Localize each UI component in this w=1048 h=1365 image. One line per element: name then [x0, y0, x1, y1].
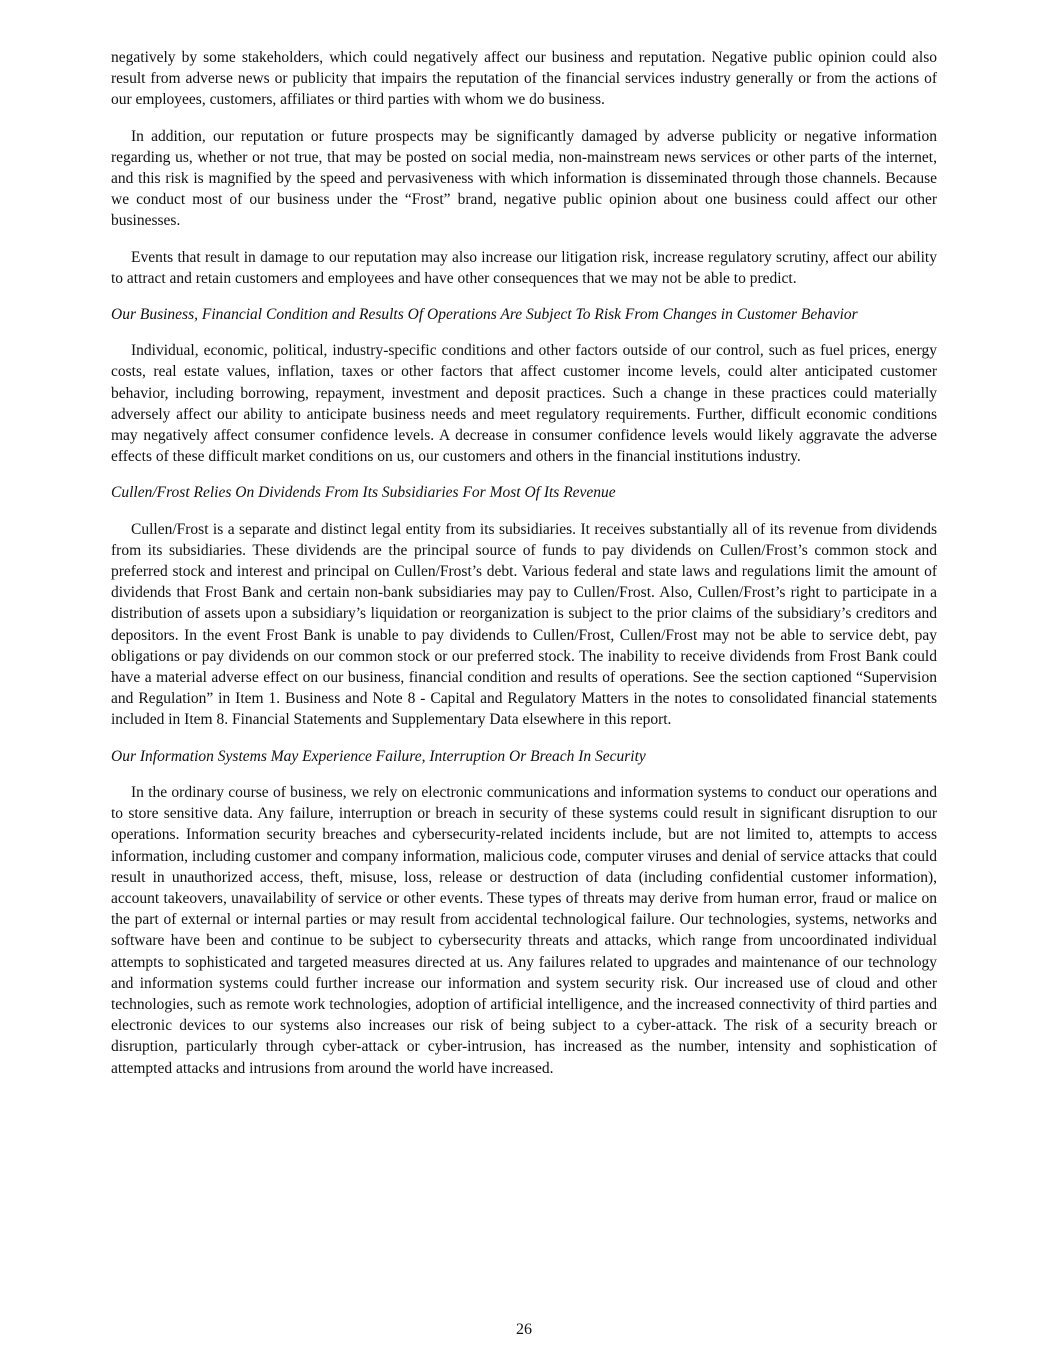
section-heading-customer-behavior: Our Business, Financial Condition and Results Of Operations Are Subject To Risk From Changes in Customer Behavior [111, 306, 858, 324]
section-heading-information-systems: Our Information Systems May Experience Failure, Interruption Or Breach In Security [111, 747, 646, 765]
body-paragraph-3: Events that result in damage to our reputation may also increase our litigation risk, increase regulatory scrutiny, affect our ability to attract and retain customers and employees and have other consequences that we may not be able to predict. [111, 248, 937, 287]
document-page [111, 47, 937, 1094]
body-paragraph-1: negatively by some stakeholders, which could negatively affect our business and reputation. Negative public opinion could also result from adverse news or publicity that impairs the reputation of the financial services industry generally or from the actions of our employees, customers, affiliates or third parties with whom we do business. [111, 49, 937, 109]
body-paragraph-4: Individual, economic, political, industry-specific conditions and other factors outside of our control, such as fuel prices, energy costs, real estate values, inflation, taxes or other factors that affect customer income levels, could alter anticipated customer behavior, including borrowing, repayment, investment and deposit practices. Such a change in these practices could materially adversely affect our ability to anticipate business needs and meet regulatory requirements. Further, difficult economic conditions may negatively affect consumer confidence levels. A decrease in consumer confidence levels would likely aggravate the adverse effects of these difficult market conditions on us, our customers and others in the financial institutions industry. [111, 342, 937, 466]
section-heading-dividends: Cullen/Frost Relies On Dividends From Its Subsidiaries For Most Of Its Revenue [111, 484, 616, 502]
body-paragraph-2: In addition, our reputation or future prospects may be significantly damaged by adverse publicity or negative information regarding us, whether or not true, that may be posted on social media, non-mainstream news services or other parts of the internet, and this risk is magnified by the speed and pervasiveness with which information is disseminated through those channels. Because we conduct most of our business under the “Frost” brand, negative public opinion about one business could affect our other businesses. [111, 127, 937, 230]
page-number: 26 [516, 1321, 532, 1338]
body-paragraph-5: Cullen/Frost is a separate and distinct legal entity from its subsidiaries. It receives substantially all of its revenue from dividends from its subsidiaries. These dividends are the principal source of funds to pay dividends on Cullen/Frost’s common stock and preferred stock and interest and principal on Cullen/Frost’s debt. Various federal and state laws and regulations limit the amount of dividends that Frost Bank and certain non-bank subsidiaries may pay to Cullen/Frost. Also, Cullen/Frost’s right to participate in a distribution of assets upon a subsidiary’s liquidation or reorganization is subject to the prior claims of the subsidiary’s creditors and depositors. In the event Frost Bank is unable to pay dividends to Cullen/Frost, Cullen/Frost may not be able to service debt, pay obligations or pay dividends on our common stock or our preferred stock. The inability to receive dividends from Frost Bank could have a material adverse effect on our business, financial condition and results of operations. See the section captioned “Supervision and Regulation” in Item 1. Business and Note 8 - Capital and Regulatory Matters in the notes to consolidated financial statements included in Item 8. Financial Statements and Supplementary Data elsewhere in this report. [111, 520, 937, 729]
body-paragraph-6: In the ordinary course of business, we rely on electronic communications and information systems to conduct our operations and to store sensitive data. Any failure, interruption or breach in security of these systems could result in significant disruption to our operations. Information security breaches and cybersecurity-related incidents include, but are not limited to, attempts to access information, including customer and company information, malicious code, computer viruses and denial of service attacks that could result in unauthorized access, theft, misuse, loss, release or destruction of data (including confidential customer information), account takeovers, unavailability of service or other events. These types of threats may derive from human error, fraud or malice on the part of external or internal parties or may result from accidental technological failure. Our technologies, systems, networks and software have been and continue to be subject to cybersecurity threats and attacks, which range from uncoordinated individual attempts to sophisticated and targeted measures directed at us. Any failures related to upgrades and maintenance of our technology and information systems could further increase our information and system security risk. Our increased use of cloud and other technologies, such as remote work technologies, adoption of artificial intelligence, and the increased connectivity of third parties and electronic devices to our systems also increases our risk of being subject to a cyber-attack. The risk of a security breach or disruption, particularly through cyber-attack or cyber-intrusion, has increased as the number, intensity and sophistication of attempted attacks and intrusions from around the world have increased. [111, 783, 937, 1077]
